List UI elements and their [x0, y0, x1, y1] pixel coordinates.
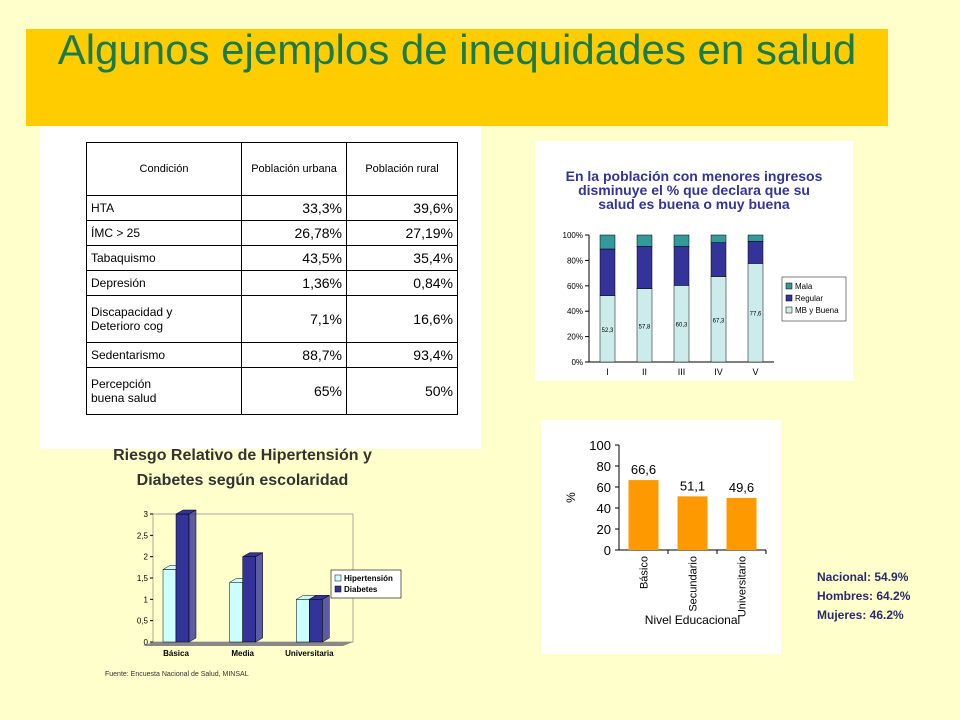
table-row	[87, 196, 458, 221]
education-x-label: Nivel Educacional	[644, 613, 741, 627]
education-y-label: %	[564, 492, 578, 503]
education-data-label: 66,6	[630, 462, 657, 478]
risk-chart-title-line: Riesgo Relativo de Hipertensión y	[113, 447, 372, 464]
condition-cell: Tabaquismo	[87, 246, 242, 271]
risk-y-tick-label: 0,5	[136, 616, 148, 626]
condition-cell: HTA	[87, 196, 242, 221]
stat-hombres: Hombres: 64.2%	[817, 589, 911, 603]
risk-chart-title	[70, 443, 415, 493]
risk-x-tick-label: Básica	[163, 649, 189, 658]
income-legend-swatch	[786, 307, 792, 313]
stat-nacional: Nacional: 54.9%	[817, 570, 909, 584]
rural-cell: 0,84%	[347, 271, 458, 296]
condition-line: Percepción	[91, 377, 152, 391]
condition-cell: Depresión	[87, 271, 242, 296]
table-row	[87, 368, 458, 415]
income-legend-swatch	[786, 283, 792, 289]
condition-cell	[87, 368, 242, 415]
header-urbana: Población urbana	[242, 143, 347, 196]
table-header-row	[87, 143, 458, 196]
education-x-tick-label: Universitario	[736, 556, 749, 618]
education-x-tick-label: Secundario	[687, 556, 700, 612]
education-y-tick-label: 20	[596, 522, 611, 537]
income-bar-segment	[637, 246, 652, 288]
risk-bar-side	[189, 510, 196, 642]
risk-y-tick-label: 2	[143, 552, 148, 562]
income-x-tick-label: II	[641, 367, 648, 377]
risk-bar	[176, 514, 189, 642]
risk-y-tick-label: 1,5	[136, 574, 148, 583]
condition-cell: Sedentarismo	[87, 343, 242, 368]
risk-y-tick-label: 3	[143, 510, 148, 519]
education-chart	[541, 420, 781, 654]
income-legend-swatch	[786, 295, 792, 301]
income-x-tick-label: I	[606, 367, 609, 377]
urbana-cell: 7,1%	[242, 296, 347, 343]
income-chart-title: salud es buena o muy buena	[598, 196, 790, 212]
income-data-label: 60,3	[675, 322, 688, 329]
risk-y-tick-label: 1	[143, 595, 148, 605]
risk-bar-side	[256, 553, 263, 642]
income-bar-segment	[674, 246, 689, 285]
rural-cell: 27,19%	[347, 221, 458, 246]
education-y-tick-label: 60	[596, 480, 611, 495]
income-data-label: 52,3	[601, 327, 614, 334]
income-chart	[535, 141, 853, 381]
urbana-cell: 43,5%	[242, 246, 347, 271]
risk-floor	[143, 642, 353, 646]
rural-cell: 39,6%	[347, 196, 458, 221]
income-bar-segment	[711, 243, 726, 277]
conditions-table	[86, 142, 458, 415]
urbana-cell: 1,36%	[242, 271, 347, 296]
risk-bar	[309, 599, 322, 642]
education-y-tick-label: 80	[596, 459, 611, 474]
risk-bar-side	[322, 595, 329, 642]
education-y-tick-label: 40	[596, 501, 611, 516]
risk-legend-swatch	[335, 586, 341, 592]
risk-bar	[163, 569, 176, 642]
income-bar-segment	[711, 235, 726, 243]
risk-legend-swatch	[335, 575, 341, 581]
risk-chart-title-line: Diabetes según escolaridad	[136, 472, 349, 489]
urbana-cell: 33,3%	[242, 196, 347, 221]
income-data-label: 77,6	[749, 311, 762, 318]
income-legend-label: Regular	[795, 294, 824, 303]
rural-cell: 16,6%	[347, 296, 458, 343]
education-y-tick-label: 0	[603, 543, 611, 558]
income-data-label: 67,3	[712, 318, 725, 325]
income-y-tick-label: 40%	[566, 307, 583, 317]
income-y-tick-label: 20%	[566, 332, 583, 342]
risk-bar	[230, 582, 243, 642]
urbana-cell: 26,78%	[242, 221, 347, 246]
risk-x-tick-label: Universitaria	[285, 649, 334, 658]
risk-legend-label: Hipertensión	[344, 574, 393, 583]
stats-block	[817, 568, 910, 625]
income-legend-label: Mala	[795, 282, 813, 291]
source-note: Fuente: Encuesta Nacional de Salud, MINSAL	[105, 671, 249, 678]
education-x-tick-label: Básico	[638, 556, 651, 590]
risk-bar	[243, 557, 256, 642]
education-bar	[727, 498, 757, 550]
risk-y-tick-label: 0	[143, 638, 148, 647]
income-chart-title: En la población con menores ingresos	[565, 168, 823, 184]
risk-legend-label: Diabetes	[344, 585, 378, 594]
slide-title: Algunos ejemplos de inequidades en salud	[57, 26, 857, 73]
header-rural: Población rural	[347, 143, 458, 196]
income-bar-segment	[600, 235, 615, 249]
education-data-label: 51,1	[679, 478, 706, 494]
risk-bar	[296, 599, 309, 642]
condition-line: Deterioro cog	[91, 319, 164, 333]
urbana-cell: 65%	[242, 368, 347, 415]
income-legend-label: MB y Buena	[795, 306, 839, 315]
risk-y-tick-label: 2,5	[136, 531, 148, 541]
income-chart-title: disminuye el % que declara que su	[578, 182, 810, 198]
income-x-tick-label: V	[752, 367, 759, 377]
condition-cell	[87, 296, 242, 343]
income-x-tick-label: III	[677, 367, 686, 377]
income-y-tick-label: 80%	[566, 256, 583, 266]
rural-cell: 50%	[347, 368, 458, 415]
income-x-tick-label: IV	[714, 367, 723, 377]
condition-cell: ÍMC > 25	[87, 221, 242, 246]
rural-cell: 35,4%	[347, 246, 458, 271]
rural-cell: 93,4%	[347, 343, 458, 368]
income-y-tick-label: 100%	[562, 231, 583, 240]
stat-mujeres: Mujeres: 46.2%	[817, 608, 904, 622]
income-bar-segment	[674, 235, 689, 246]
income-y-tick-label: 0%	[571, 358, 583, 367]
education-bar	[678, 496, 708, 550]
table-row	[87, 343, 458, 368]
income-bar-segment	[600, 249, 615, 296]
risk-chart	[115, 500, 435, 670]
risk-x-tick-label: Media	[231, 649, 255, 658]
table-row	[87, 271, 458, 296]
income-bar-segment	[748, 235, 763, 241]
income-bar-segment	[637, 235, 652, 246]
income-data-label: 57,8	[638, 324, 651, 331]
condition-line: Discapacidad y	[91, 305, 173, 319]
education-y-tick-label: 100	[589, 438, 611, 453]
income-bar-segment	[748, 241, 763, 263]
urbana-cell: 88,7%	[242, 343, 347, 368]
table-row	[87, 221, 458, 246]
education-data-label: 49,6	[728, 479, 755, 495]
condition-line: buena salud	[91, 391, 157, 405]
table-row	[87, 246, 458, 271]
education-bar	[629, 480, 659, 550]
header-condicion: Condición	[87, 143, 242, 196]
income-y-tick-label: 60%	[566, 281, 583, 291]
table-row	[87, 296, 458, 343]
